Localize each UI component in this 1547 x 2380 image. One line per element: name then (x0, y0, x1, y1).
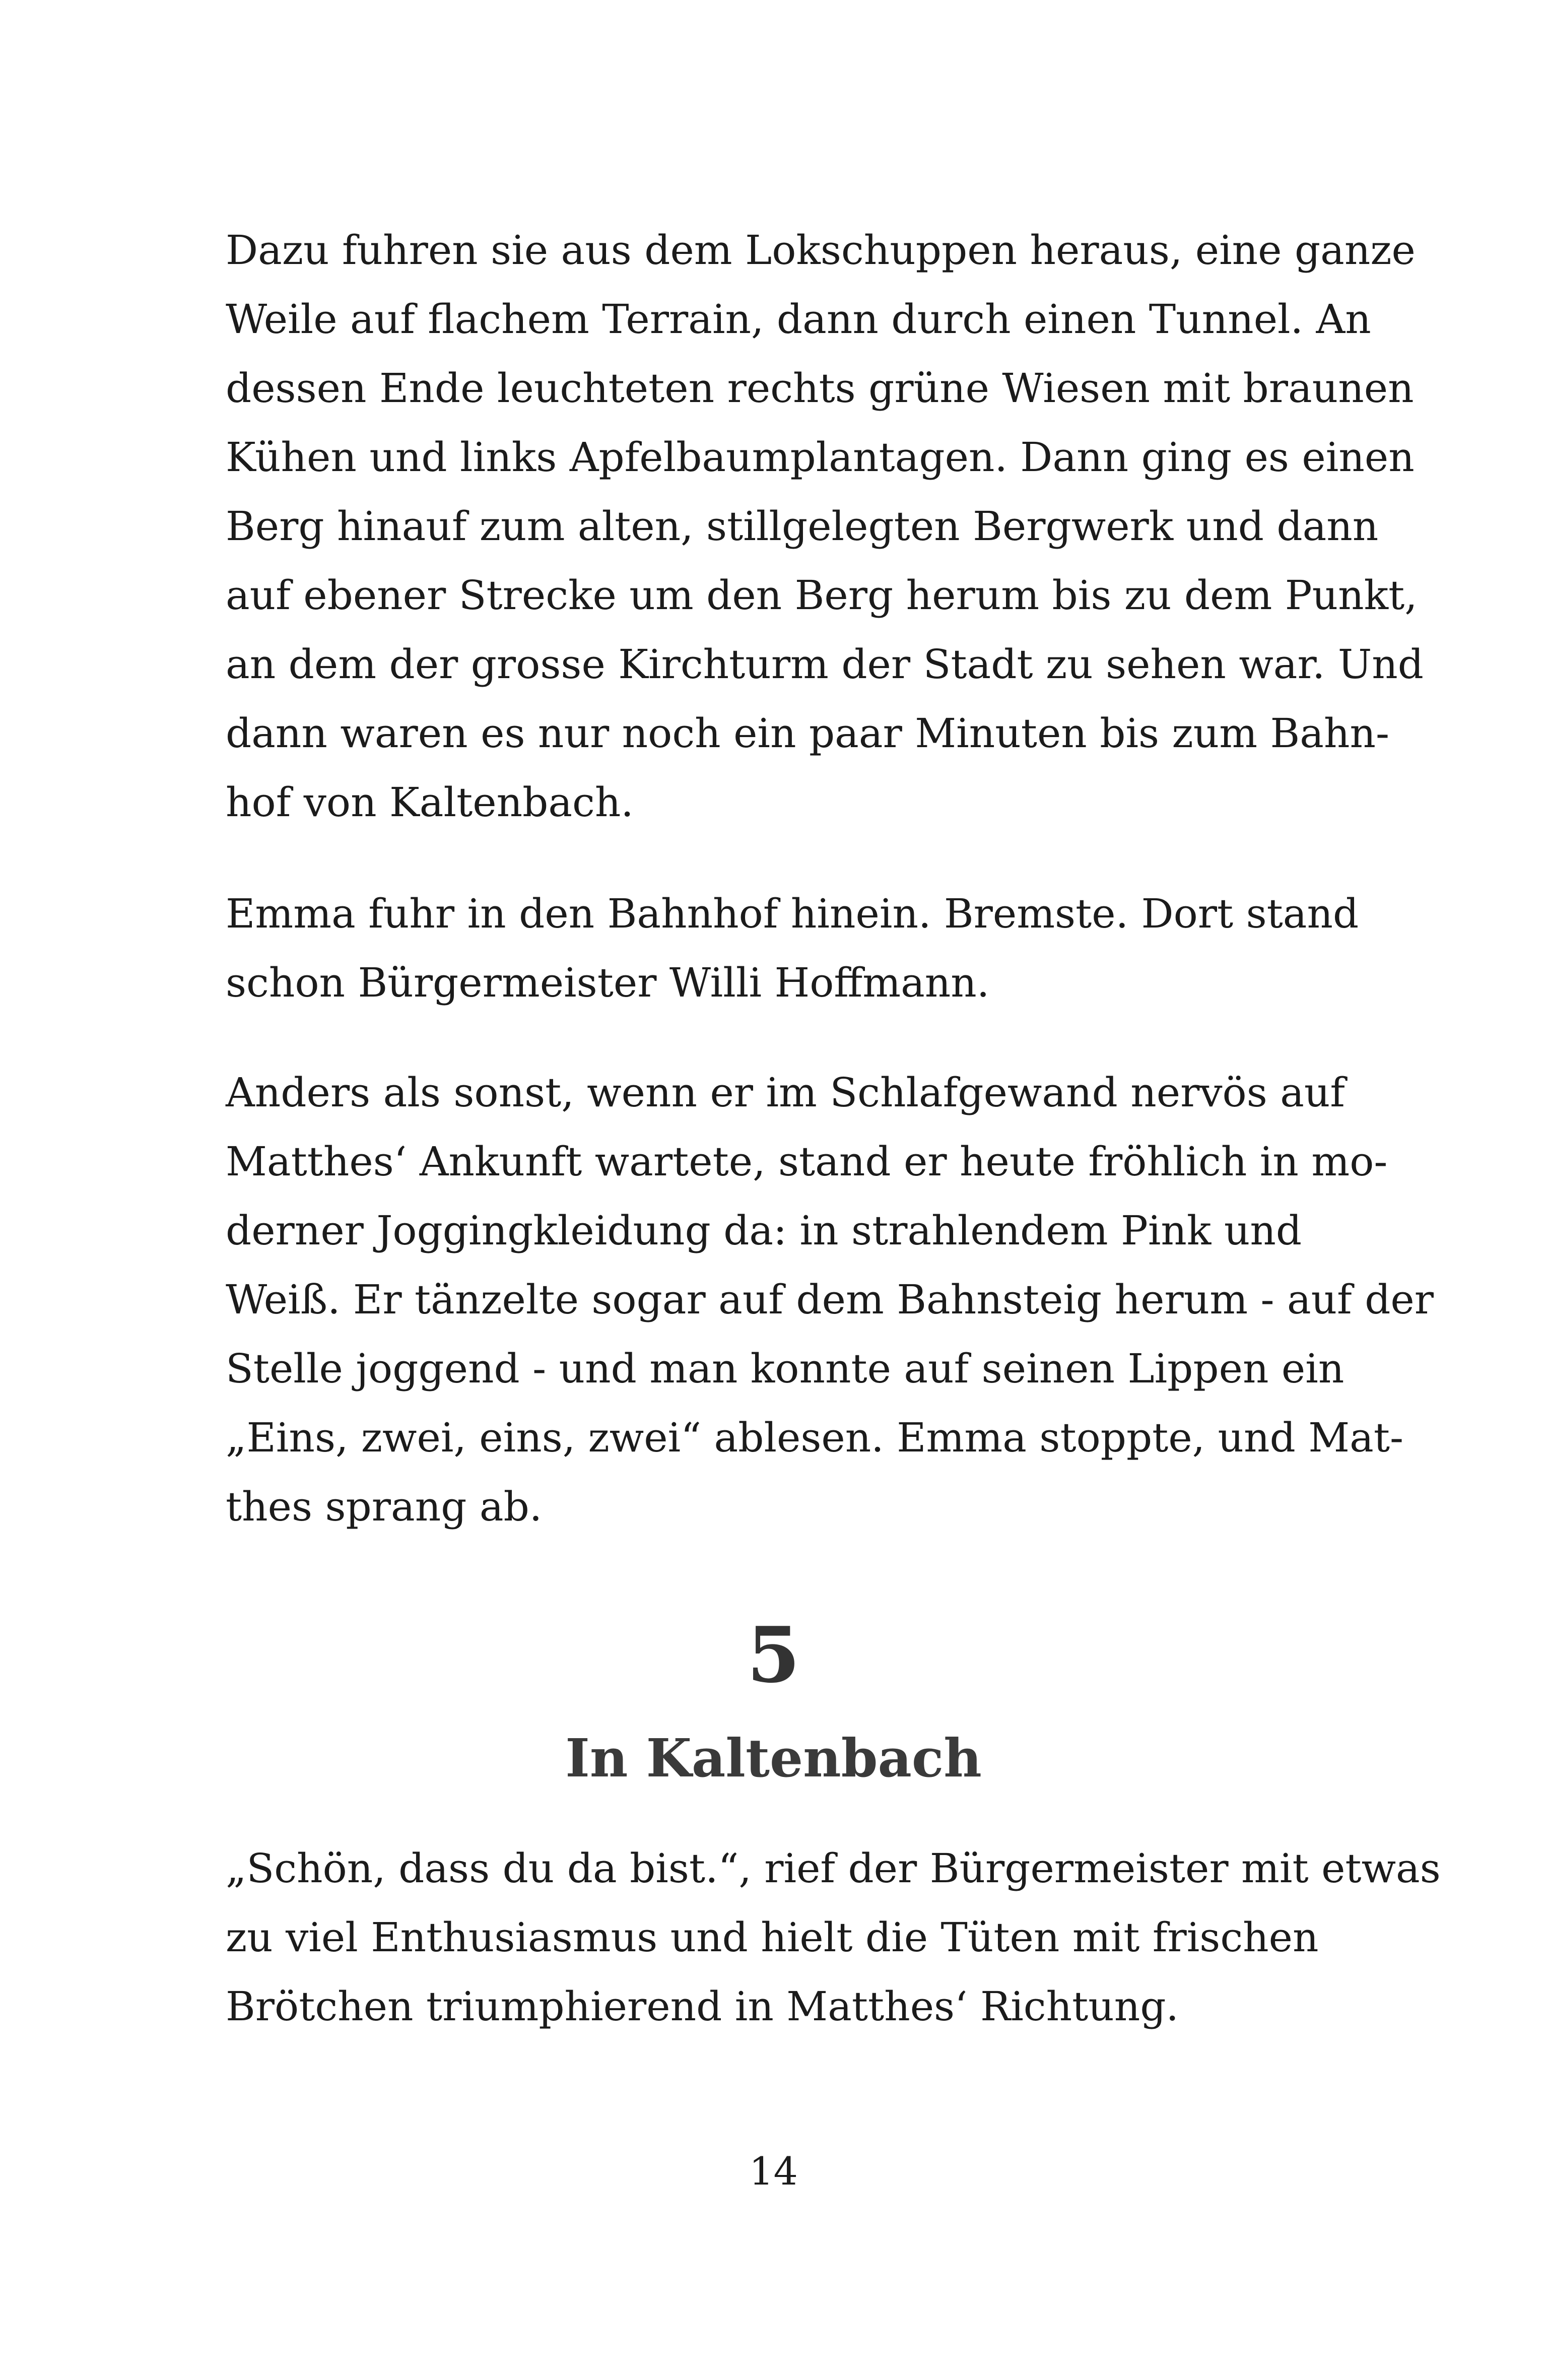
text-line: Brötchen triumphierend in Matthes‘ Richtung. (226, 1983, 1179, 2030)
chapter-title: In Kaltenbach (565, 1727, 982, 1789)
text-line: „Eins, zwei, eins, zwei“ ablesen. Emma stoppte, und Mat- (226, 1414, 1404, 1461)
text-line: dessen Ende leuchteten rechts grüne Wiesen mit braunen (226, 365, 1414, 412)
text-line: thes sprang ab. (226, 1483, 543, 1530)
text-line: Weile auf flachem Terrain, dann durch einen Tunnel. An (226, 296, 1371, 343)
text-line: Stelle joggend - und man konnte auf seinen Lippen ein (226, 1345, 1344, 1392)
text-line: auf ebener Strecke um den Berg herum bis zu dem Punkt, (226, 572, 1418, 619)
text-line: hof von Kaltenbach. (226, 779, 634, 826)
text-line: Anders als sonst, wenn er im Schlafgewand nervös auf (226, 1069, 1346, 1116)
paragraph-4 (226, 1834, 1441, 2041)
text-line: Kühen und links Apfelbaumplantagen. Dann ging es einen (226, 434, 1415, 481)
text-line: Berg hinauf zum alten, stillgelegten Bergwerk und dann (226, 503, 1379, 550)
text-line: Dazu fuhren sie aus dem Lokschuppen heraus, eine ganze (226, 227, 1416, 274)
text-line: Weiß. Er tänzelte sogar auf dem Bahnsteig herum - auf der (226, 1276, 1434, 1323)
page-number: 14 (749, 2149, 798, 2194)
text-line: „Schön, dass du da bist.“, rief der Bürgermeister mit etwas (226, 1845, 1441, 1892)
paragraph-1 (226, 216, 1424, 837)
chapter-number: 5 (747, 1610, 800, 1700)
text-line: Matthes‘ Ankunft wartete, stand er heute fröhlich in mo- (226, 1138, 1388, 1185)
paragraph-2 (226, 879, 1359, 1017)
paragraph-3 (226, 1058, 1434, 1541)
text-line: derner Joggingkleidung da: in strahlendem Pink und (226, 1207, 1302, 1254)
text-line: an dem der grosse Kirchturm der Stadt zu sehen war. Und (226, 641, 1424, 688)
text-line: schon Bürgermeister Willi Hoffmann. (226, 959, 990, 1006)
text-line: dann waren es nur noch ein paar Minuten bis zum Bahn- (226, 710, 1390, 757)
text-line: Emma fuhr in den Bahnhof hinein. Bremste. Dort stand (226, 890, 1359, 937)
text-line: zu viel Enthusiasmus und hielt die Tüten mit frischen (226, 1914, 1319, 1961)
